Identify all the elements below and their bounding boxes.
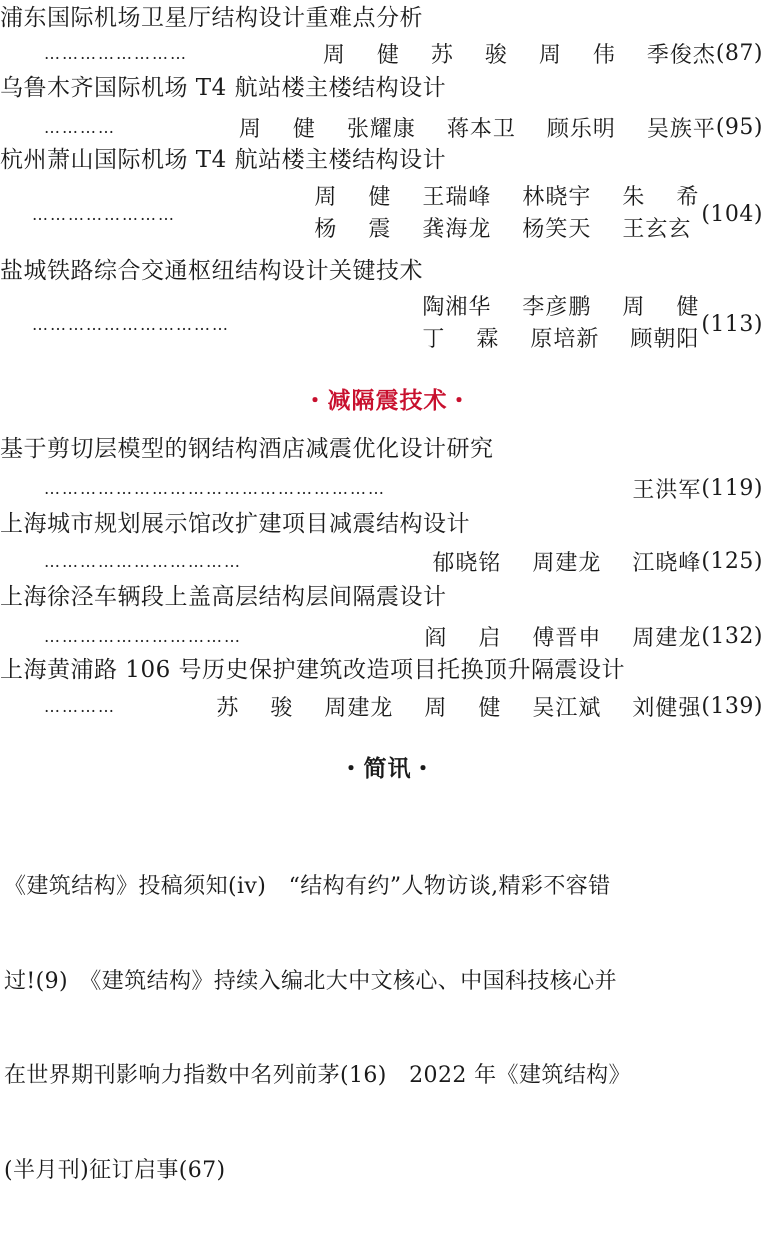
authors-line: 陶湘华 李彦鹏 周 健 xyxy=(422,295,700,320)
news-line: 在世界期刊影响力指数中名列前茅(16) 2022 年《建筑结构》 xyxy=(4,1063,631,1088)
authors-line: 杨 震 龚海龙 杨笑天 王玄玄 xyxy=(314,217,692,242)
dot-leader: …………………………… xyxy=(32,314,230,334)
article-byline xyxy=(32,183,763,245)
article-title[interactable]: 杭州萧山国际机场 T4 航站楼主楼结构设计 xyxy=(0,147,447,173)
authors-line: 周 健 王瑞峰 林晓宇 朱 希 xyxy=(314,185,700,210)
section-heading-seismic: ・减隔震技术・ xyxy=(303,388,472,414)
page-number[interactable]: (87) xyxy=(715,40,763,66)
article-title[interactable]: 浦东国际机场卫星厅结构设计重难点分析 xyxy=(0,5,423,31)
article-authors: 郁晓铭 周建龙 江晓峰 xyxy=(432,550,702,576)
article-authors xyxy=(422,293,699,355)
article-byline xyxy=(0,546,763,576)
news-brief-paragraph xyxy=(4,808,766,1249)
dot-leader: ………… xyxy=(44,696,116,716)
page-number[interactable]: (95) xyxy=(715,114,763,140)
article-authors: 周 健 苏 骏 周 伟 季俊杰 xyxy=(322,42,716,68)
article-title[interactable]: 基于剪切层模型的钢结构酒店减震优化设计研究 xyxy=(0,436,494,462)
article-byline xyxy=(0,691,763,721)
article-title[interactable]: 上海城市规划展示馆改扩建项目减震结构设计 xyxy=(0,511,470,537)
article-authors: 苏 骏 周建龙 周 健 吴江斌 刘健强 xyxy=(216,695,702,721)
dot-leader: ………… xyxy=(44,117,116,137)
news-line: 过!(9) 《建筑结构》持续入编北大中文核心、中国科技核心并 xyxy=(4,968,618,994)
page-number[interactable]: (113) xyxy=(701,311,763,337)
section-heading-news: ・简讯・ xyxy=(339,756,436,782)
article-byline xyxy=(0,473,763,503)
article-authors: 王洪军 xyxy=(632,477,702,503)
page-number[interactable]: (104) xyxy=(701,201,763,227)
page-number[interactable]: (139) xyxy=(701,693,763,719)
article-authors xyxy=(314,183,699,245)
article-title[interactable]: 上海黄浦路 106 号历史保护建筑改造项目托换顶升隔震设计 xyxy=(0,657,626,683)
article-authors: 周 健 张耀康 蒋本卫 顾乐明 吴族平 xyxy=(238,116,716,142)
article-title[interactable]: 乌鲁木齐国际机场 T4 航站楼主楼结构设计 xyxy=(0,75,447,101)
dot-leader: ………………………………………………… xyxy=(44,478,386,498)
article-authors: 阎 启 傅晋申 周建龙 xyxy=(424,625,702,651)
page-number[interactable]: (125) xyxy=(701,548,763,574)
article-byline xyxy=(0,621,763,651)
dot-leader: …………………………… xyxy=(44,551,242,571)
authors-line: 丁 霖 原培新 顾朝阳 xyxy=(422,327,700,352)
article-title[interactable]: 盐城铁路综合交通枢纽结构设计关键技术 xyxy=(0,258,423,284)
dot-leader: …………………………… xyxy=(44,626,242,646)
article-byline xyxy=(32,293,763,355)
page-number[interactable]: (132) xyxy=(701,623,763,649)
article-byline xyxy=(0,112,763,142)
dot-leader: …………………… xyxy=(32,204,176,224)
dot-leader: …………………… xyxy=(44,43,188,63)
news-line: (半月刊)征订启事(67) xyxy=(4,1157,226,1183)
article-title[interactable]: 上海徐泾车辆段上盖高层结构层间隔震设计 xyxy=(0,584,447,610)
article-byline xyxy=(0,38,763,68)
page-number[interactable]: (119) xyxy=(701,475,763,501)
news-line: 《建筑结构》投稿须知(iv) “结构有约”人物访谈,精彩不容错 xyxy=(4,874,611,899)
